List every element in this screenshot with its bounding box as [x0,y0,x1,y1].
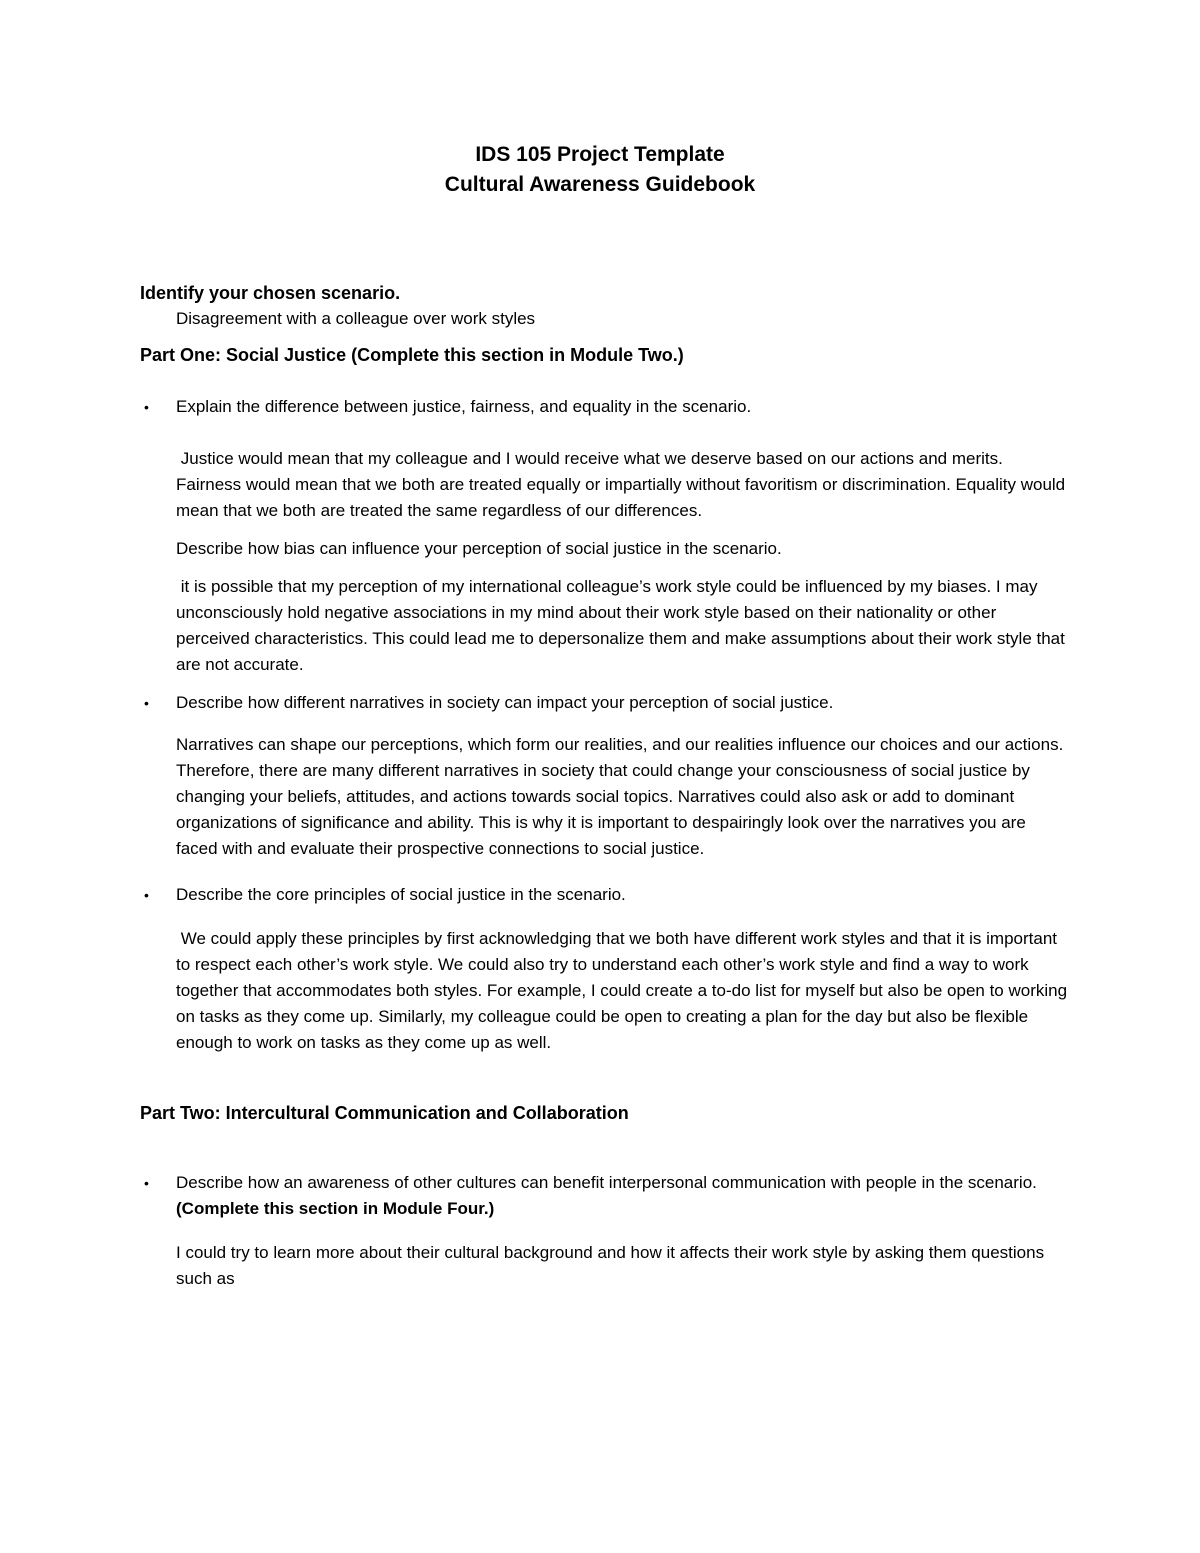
title-line-2: Cultural Awareness Guidebook [444,173,756,196]
title-line-1: IDS 105 Project Template [475,143,725,166]
bullet-icon: • [144,695,149,711]
bullet-2-prompt: Describe how different narratives in society can impact your perception of social justice. [176,693,834,712]
part-one-bullet-3 [144,882,1070,908]
part-one-bullet-2 [144,690,1070,716]
part-one-heading: Part One: Social Justice (Complete this section in Module Two.) [140,345,684,365]
bullet-3-prompt: Describe the core principles of social justice in the scenario. [176,885,626,904]
part-two-bullet-1 [144,1170,1070,1222]
bullet-icon: • [144,1175,149,1191]
part-two-bullet-1-prompt: Describe how an awareness of other cultures can benefit interpersonal communication with people in the scenario. [176,1173,1037,1192]
part-one-bullet-1 [144,394,1070,420]
document-body [140,280,1070,1292]
bullet-1-prompt: Explain the difference between justice, fairness, and equality in the scenario. [176,397,752,416]
bullet-3-answer: We could apply these principles by first acknowledging that we both have different work styles and that it is important to respect each other’s work style. We could also try to understand each other’s work style and find a way to work together that accommodates both styles. For example, I could create a to-do list for myself but also be open to working on tasks as they come up. Similarly, my colleague could be open to creating a plan for the day but also be flexible enough to work on tasks as they come up as well. [176,929,1072,1052]
scenario-heading: Identify your chosen scenario. [140,283,401,303]
bias-prompt: Describe how bias can influence your perception of social justice in the scenario. [176,539,782,558]
bullet-icon: • [144,399,149,415]
bullet-2-answer: Narratives can shape our perceptions, which form our realities, and our realities influence our choices and our actions. Therefore, there are many different narratives in society that could change your consciousness of social justice by changing your beliefs, attitudes, and actions towards social topics. Narratives could also ask or add to dominant organizations of significance and ability. This is why it is important to despairingly look over the narratives you are faced with and evaluate their prospective connections to social justice. [176,735,1064,858]
bias-answer: it is possible that my perception of my international colleague’s work style could be influenced by my biases. I may unconsciously hold negative associations in my mind about their work style based on their nationality or other perceived characteristics. This could lead me to depersonalize them and make assumptions about their work style that are not accurate. [176,577,1070,674]
part-two-bullet-1-answer: I could try to learn more about their cultural background and how it affects their work style by asking them questions such as [176,1243,1045,1288]
scenario-value: Disagreement with a colleague over work styles [176,309,536,328]
document-title [0,140,1200,200]
part-two-heading: Part Two: Intercultural Communication and Collaboration [140,1103,629,1123]
part-two-module-note: (Complete this section in Module Four.) [176,1199,495,1218]
bullet-icon: • [144,887,149,903]
bullet-1-answer: Justice would mean that my colleague and I would receive what we deserve based on our actions and merits. Fairness would mean that we both are treated equally or impartially without favoritism or discrimination. Equality would mean that we both are treated the same regardless of our differences. [176,449,1070,520]
